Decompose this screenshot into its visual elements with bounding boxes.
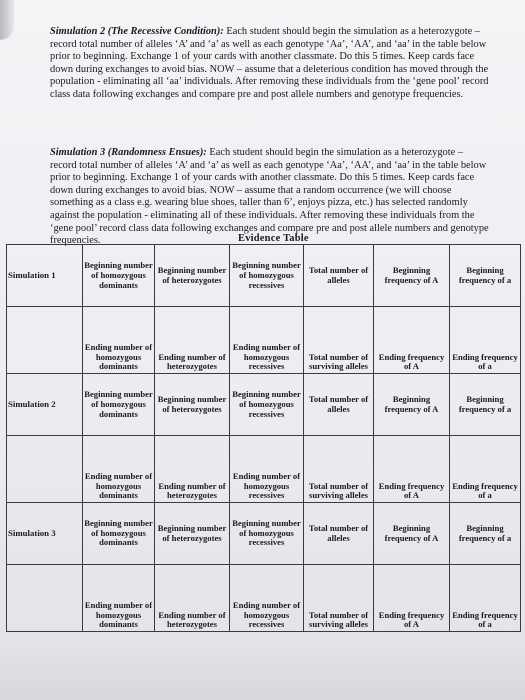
simulation-2-end-row xyxy=(7,436,521,503)
page-curl xyxy=(0,0,14,40)
header-begin-heterozygotes: Beginning number of heterozygotes xyxy=(155,502,230,564)
simulation-2-begin-row xyxy=(7,373,521,435)
simulation-1-label: Simulation 1 xyxy=(7,245,83,307)
simulation-2-label: Simulation 2 xyxy=(7,373,83,435)
header-total-alleles: Total number of alleles xyxy=(304,502,374,564)
header-surviving-alleles: Total number of surviving alleles xyxy=(304,436,374,503)
simulation-3-heading: Simulation 3 (Randomness Ensues): xyxy=(50,147,207,158)
header-end-frequency-a: Ending frequency of a xyxy=(450,307,521,374)
header-end-frequency-A: Ending frequency of A xyxy=(374,436,450,503)
simulation-3-label: Simulation 3 xyxy=(7,502,83,564)
header-end-homozygous-dominants: Ending number of homozygous dominants xyxy=(83,436,155,503)
empty-cell xyxy=(7,436,83,503)
empty-cell xyxy=(7,565,83,632)
header-begin-heterozygotes: Beginning number of heterozygotes xyxy=(155,373,230,435)
header-end-frequency-a: Ending frequency of a xyxy=(450,436,521,503)
header-end-homozygous-recessives: Ending number of homozygous recessives xyxy=(230,565,304,632)
header-begin-homozygous-dominants: Beginning number of homozygous dominants xyxy=(83,245,155,307)
header-begin-homozygous-recessives: Beginning number of homozygous recessives xyxy=(230,373,304,435)
header-end-frequency-A: Ending frequency of A xyxy=(374,307,450,374)
header-total-alleles: Total number of alleles xyxy=(304,245,374,307)
header-begin-heterozygotes: Beginning number of heterozygotes xyxy=(155,245,230,307)
evidence-table-title: Evidence Table xyxy=(238,233,309,244)
header-begin-frequency-A: Beginning frequency of A xyxy=(374,502,450,564)
simulation-2-instructions: Each student should begin the simulation as a heterozygote – record total number of alleles ‘A’ and ‘a’ as well as each genotype ‘Aa’, ‘AA’, and ‘aa’ in the table below prior to beginning. Exchange 1 of your cards with another classmate. Do this 5 times. Keep cards face down during exchanges to avoid bias. NOW – assume that a deleterious condition has moved through the population - eliminating all ‘aa’ individuals. After removing these individuals from the ‘gene pool’ record class data following exchanges and compare pre and post allele numbers and genotype frequencies. xyxy=(50,26,489,100)
simulation-3-instructions: Each student should begin the simulation as a heterozygote – record total number of alleles ‘A’ and ‘a’ as well as each genotype ‘Aa’, ‘AA’, and ‘aa’ in the table below prior to beginning. Exchange 1 of your cards with another classmate. Do this 5 times. Keep cards face down during exchanges to avoid bias. NOW – assume that a random occurrence (we will choose something as a class e.g. wearing blue shoes, taller than 6’, enjoys pizza, etc.) has selected randomly against the population - eliminating all of these individuals. After removing these individuals from the ‘gene pool’ record class data following exchanges and compare pre and post allele numbers and genotype frequencies. xyxy=(50,147,489,247)
simulation-2-heading: Simulation 2 (The Recessive Condition): xyxy=(50,26,224,37)
header-begin-homozygous-dominants: Beginning number of homozygous dominants xyxy=(83,502,155,564)
simulation-3-begin-row xyxy=(7,502,521,564)
header-surviving-alleles: Total number of surviving alleles xyxy=(304,307,374,374)
header-begin-frequency-A: Beginning frequency of A xyxy=(374,373,450,435)
header-begin-frequency-A: Beginning frequency of A xyxy=(374,245,450,307)
header-begin-frequency-a: Beginning frequency of a xyxy=(450,373,521,435)
header-end-frequency-A: Ending frequency of A xyxy=(374,565,450,632)
header-end-frequency-a: Ending frequency of a xyxy=(450,565,521,632)
simulation-1-begin-row xyxy=(7,245,521,307)
simulation-2-paragraph xyxy=(50,26,490,102)
header-end-homozygous-recessives: Ending number of homozygous recessives xyxy=(230,436,304,503)
header-end-homozygous-dominants: Ending number of homozygous dominants xyxy=(83,307,155,374)
header-end-heterozygotes: Ending number of heterozygotes xyxy=(155,565,230,632)
header-begin-frequency-a: Beginning frequency of a xyxy=(450,245,521,307)
page-bottom-margin xyxy=(0,640,525,700)
header-begin-homozygous-recessives: Beginning number of homozygous recessives xyxy=(230,502,304,564)
header-begin-frequency-a: Beginning frequency of a xyxy=(450,502,521,564)
header-end-homozygous-recessives: Ending number of homozygous recessives xyxy=(230,307,304,374)
simulation-1-end-row xyxy=(7,307,521,374)
header-end-homozygous-dominants: Ending number of homozygous dominants xyxy=(83,565,155,632)
header-total-alleles: Total number of alleles xyxy=(304,373,374,435)
header-begin-homozygous-recessives: Beginning number of homozygous recessives xyxy=(230,245,304,307)
simulation-3-end-row xyxy=(7,565,521,632)
header-end-heterozygotes: Ending number of heterozygotes xyxy=(155,436,230,503)
empty-cell xyxy=(7,307,83,374)
header-begin-homozygous-dominants: Beginning number of homozygous dominants xyxy=(83,373,155,435)
header-surviving-alleles: Total number of surviving alleles xyxy=(304,565,374,632)
evidence-table xyxy=(6,244,521,632)
header-end-heterozygotes: Ending number of heterozygotes xyxy=(155,307,230,374)
